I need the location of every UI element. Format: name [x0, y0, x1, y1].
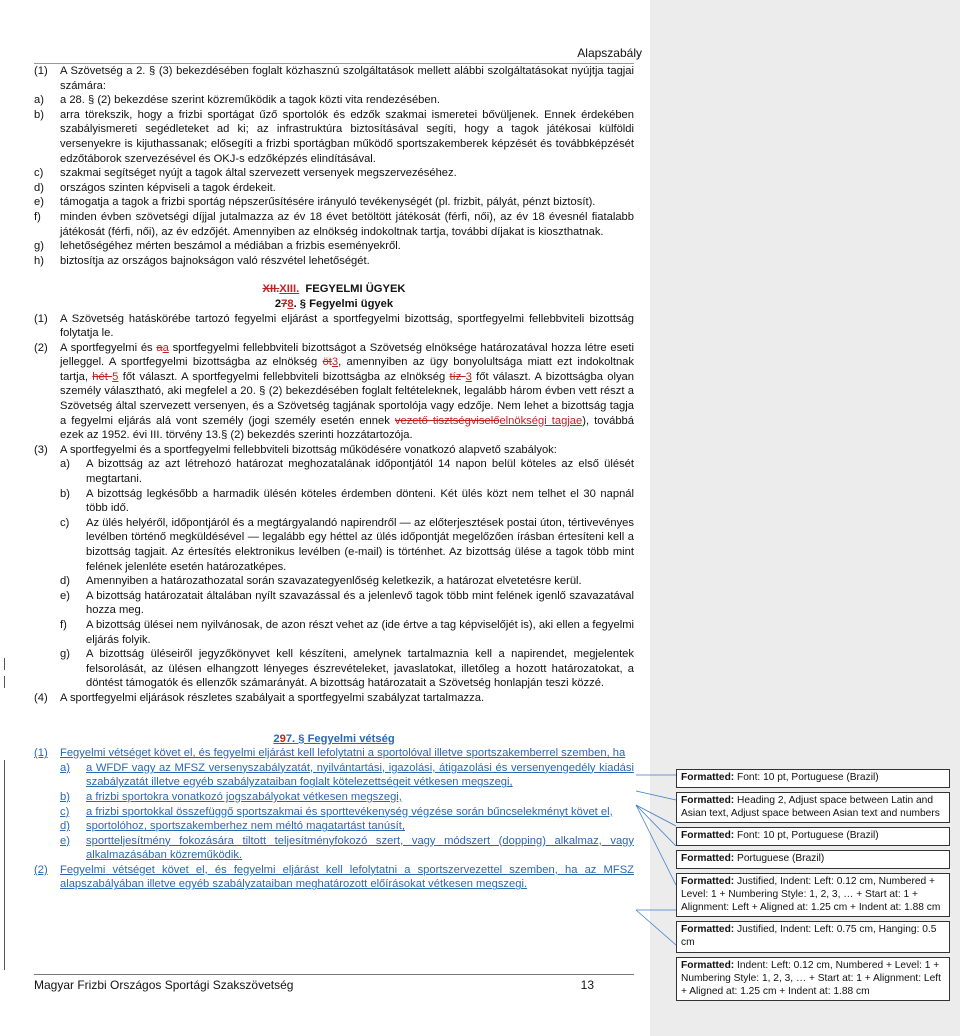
list-item: b) A bizottság legkésőbb a harmadik ülésén köteles érdemben dönteni. Két ülés közt nem telhet el 30 napnál több idő. [60, 487, 634, 515]
list-item: g) A bizottság üléseiről jegyzőkönyvet kell készíteni, amelynek tartalmaznia kell a napirendet, megjelentek felsorolását, az ülésen elhangzott lényeges észrevételeket, javaslatokat, illetőleg a hozott határozatokat, a döntést támogatók és ellenzők számarányát. A bizottság határozatait a Szövetség honlapján teszi közzé. [60, 648, 634, 690]
format-balloon[interactable]: Formatted: Heading 2, Adjust space between Latin and Asian text, Adjust space between Asian text and numbers [676, 792, 950, 824]
paragraph-heading: 278. § Fegyelmi ügyek [274, 297, 394, 310]
sublist [34, 457, 634, 691]
paragraph-heading-inserted: 297. § Fegyelmi vétség [273, 732, 395, 745]
paragraph: (2) Fegyelmi vétséget követ el, és fegyelmi eljárást kell lefolytatni a sportszervezettel szemben, ha az MFSZ alapszabályában illetve egyéb szabályzataiban meghatározott előírásokat vétkesen megszegi. [34, 863, 634, 891]
list-item: e) A bizottság határozatait általában nyílt szavazással és a jelenlevő tagok több mint felének igenlő szavazatával hozza meg. [60, 589, 634, 617]
paragraph: (1) A Szövetség hatáskörébe tartozó fegyelmi eljárást a sportfegyelmi bizottság, sportfegyelmi fellebbviteli bizottság folytatja le. [34, 312, 634, 340]
list-item: (1) A Szövetség a 2. § (3) bekezdésében foglalt közhasznú szolgáltatások mellett alábbi szolgáltatásokat nyújtja tagjai számára: [34, 65, 634, 92]
list-item: d) Amennyiben a határozathozatal során szavazategyenlőség keletkezik, a határozat elvetetésre kerül. [60, 575, 582, 588]
change-bar [4, 658, 5, 670]
list-item: c) szakmai segítséget nyújt a tagok által szervezett versenyek megszervezéséhez. [34, 167, 457, 180]
list-item: e) támogatja a tagok a frizbi sportág népszerűsítésére irányuló tevékenységét (pl. frizbit, pályát, pénzt biztosít). [34, 196, 596, 209]
page-number: 13 [580, 978, 594, 992]
footer-rule [34, 974, 634, 975]
document-body [34, 64, 634, 892]
list-item: f) A bizottság ülései nem nyilvánosak, de azon részt vehet az (ide értve a tag képviselőjét is), aki ellen a fegyelmi eljárás folyik. [60, 618, 634, 646]
list-item: f) minden évben szövetségi díjjal jutalmazza az év 18 évet betöltött játékosát (férfi, női), az év 18 évesnél fiatalabb játékosát (férfi, női), az év edzőjét. Amennyiben az elnökség indokoltnak tartja, további díjakat is kioszthatnak. [34, 210, 634, 238]
paragraph: (3) A sportfegyelmi és a sportfegyelmi fellebbviteli bizottság működésére vonatkozó alapvető szabályok: [34, 443, 557, 456]
format-balloons [676, 769, 950, 1005]
list-item: d) országos szinten képviseli a tagok érdekeit. [34, 181, 276, 194]
list-item: d) sportolóhoz, sportszakemberhez nem méltó magatartást tanúsít, [60, 820, 405, 833]
format-balloon[interactable]: Formatted: Justified, Indent: Left: 0.75 cm, Hanging: 0.5 cm [676, 921, 950, 953]
list-item: b) a frizbi sportokra vonatkozó jogszabályokat vétkesen megszegi, [60, 790, 402, 803]
list-item: b) arra törekszik, hogy a frizbi sportágat űző sportolók és edzők szakmai ismeretei bővüljenek. Ennek érdekében szabályismereti segédleteket ad ki; az infrastruktúra biztosításával segíti, hogy a tagok játékosai külföldi versenyekre is kijuthassanak; elősegíti a frizbi sportágban működő sportszakemberek képzését és továbbképzését edzőtáborok szervezésével és OKJ-s edzőképzés elindításával. [34, 108, 634, 165]
list-item: c) a frizbi sportokkal összefüggő sportszakmai és sporttevékenység végzése során bűncselekményt követ el, [60, 805, 613, 818]
section-heading: XII.XIII. FEGYELMI ÜGYEK [262, 283, 406, 296]
list-item: h) biztosítja az országos bajnokságon való részvétel lehetőségét. [34, 254, 370, 267]
sublist [34, 761, 634, 863]
format-balloon[interactable]: Formatted: Justified, Indent: Left: 0.12 cm, Numbered + Level: 1 + Numbering Style: 1, 2, 3, … + Start at: 1 + Alignment: Left + Aligned at: 1.25 cm + Indent at: 1.88 cm [676, 873, 950, 917]
format-balloon[interactable]: Formatted: Font: 10 pt, Portuguese (Brazil) [676, 769, 950, 788]
format-balloon[interactable]: Formatted: Indent: Left: 0.12 cm, Numbered + Level: 1 + Numbering Style: 1, 2, 3, … + Start at: 1 + Alignment: Left + Aligned at: 1.25 cm + Indent at: 1.88 cm [676, 957, 950, 1001]
list-item: a) a WFDF vagy az MFSZ versenyszabályzatát, nyilvántartási, igazolási, átigazolási és versenyengedély kiadási szabályzatát illetve egyéb szabályzataiban foglalt kötelezettségeit vétkesen megszegi, [60, 761, 634, 789]
page-header-title: Alapszabály [577, 46, 642, 60]
page-footer [34, 978, 634, 992]
paragraph: (1) Fegyelmi vétséget követ el, és fegyelmi eljárást kell lefolytatni a sportolóval illetve sportszakemberrel szemben, ha [34, 747, 626, 760]
list-item: a) a 28. § (2) bekezdése szerint közreműködik a tagok közti vita rendezésében. [34, 94, 440, 107]
inserted-section [34, 746, 634, 892]
footer-organization: Magyar Frizbi Országos Sportági Szakszövetség [34, 978, 294, 992]
list-item: a) A bizottság az azt létrehozó határozat meghozatalának időpontjától 14 napon belül köteles az első ülését megtartani. [60, 458, 634, 486]
list-item: e) sportteljesítmény fokozására tiltott teljesítményfokozó szert, vagy módszert (dopping) alkalmaz, vagy alkalmazásában közreműködik. [60, 834, 634, 862]
list-item: c) Az ülés helyéről, időpontjáról és a megtárgyalandó napirendről — az előterjesztések postai úton, tértivevényes levélben történő megküldésével — legalább egy héttel az ülés időpontját megelőzően írásban értesíteni kell a bizottság tagjait. Az értesítés elektronikus levélben (e-mail) is történhet. Az bizottság ülése a tagok több mint felének jelenléte esetén határozatképes. [60, 516, 634, 573]
format-balloon[interactable]: Formatted: Portuguese (Brazil) [676, 850, 950, 869]
paragraph: (2) A sportfegyelmi és aa sportfegyelmi fellebbviteli bizottságot a Szövetség elnöksége határozatával hozza létre eseti jelleggel. A sportfegyelmi bizottságba az elnökség öt3, amennyiben az ügy bonyolultsága miatt ezt indokoltnak tartja, hét 5 főt választ. A sportfegyelmi fellebbviteli bizottságba az elnökség tíz 3 főt választ. A bizottságba olyan személy választható, aki megfelel a 20. § (2) bekezdésében foglalt feltételeknek, legalább három évben vett részt a Szövetség által szervezett versenyen, és a Szövetség tagjának sportolója vagy edzője. Nem lehet a bizottság tagja a fegyelmi eljárás alá vont személy (jogi személy esetén ennek vezető tisztségviselőelnökségi tagjae), továbbá ezek az 1952. évi III. törvény 13.§ (2) bekezdés szerinti hozzátartozója. [34, 341, 634, 442]
change-bar [4, 676, 5, 688]
list-item: g) lehetőségéhez mérten beszámol a médiában a frizbis eseményekről. [34, 240, 401, 253]
format-balloon[interactable]: Formatted: Font: 10 pt, Portuguese (Brazil) [676, 827, 950, 846]
change-bar [4, 770, 5, 970]
paragraph: (4) A sportfegyelmi eljárások részletes szabályait a sportfegyelmi szabályzat tartalmazza. [34, 691, 485, 704]
